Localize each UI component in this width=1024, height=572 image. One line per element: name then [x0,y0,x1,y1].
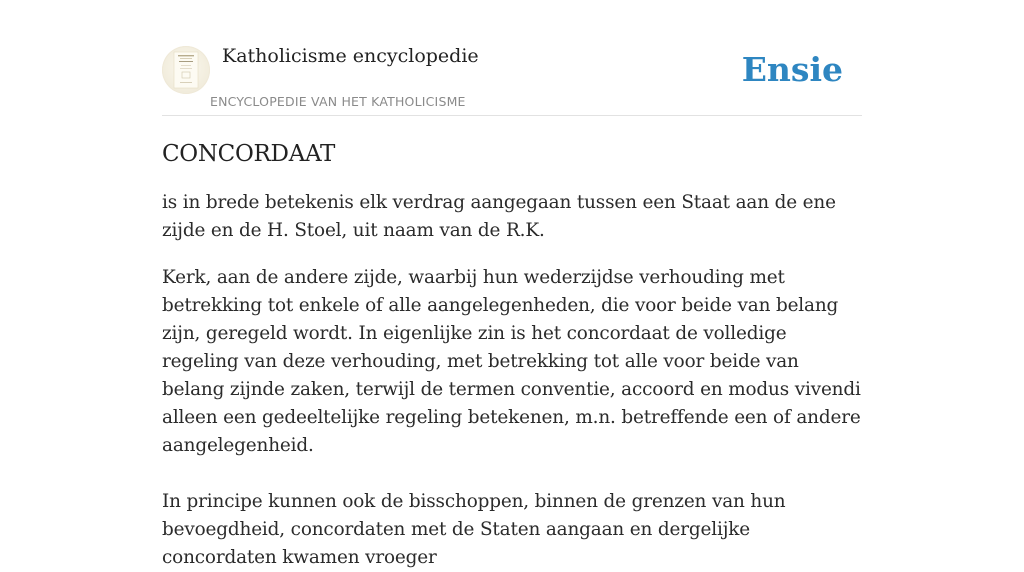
article-paragraph: In principe kunnen ook de bisschoppen, binnen de grenzen van hun bevoegdheid, concordaten met de Staten aangaan en dergelijke concordaten kwamen vroeger [162,491,786,568]
article [162,140,862,572]
article-paragraph: is in brede betekenis elk verdrag aangegaan tussen een Staat aan de ene zijde en de H. Stoel, uit naam van de R.K. [162,192,836,241]
source-header [162,40,862,116]
source-title[interactable]: Katholicisme encyclopedie [222,45,479,67]
book-cover-icon[interactable] [162,46,210,94]
brand-logo[interactable]: Ensie [741,50,843,89]
article-paragraph: Kerk, aan de andere zijde, waarbij hun wederzijdse verhouding met betrekking tot enkele of alle aangelegenheden, die voor beide van belang zijn, geregeld wordt. In eigenlijke zin is het concordaat de volledige regeling van deze verhouding, met betrekking tot alle voor beide van belang zijnde zaken, terwijl de termen conventie, accoord en modus vivendi alleen een gedeeltelijke regeling betekenen, m.n. betreffende een of andere aangelegenheid. [162,267,861,456]
article-title: CONCORDAAT [162,141,336,167]
source-subtitle: ENCYCLOPEDIE VAN HET KATHOLICISME [210,94,466,109]
